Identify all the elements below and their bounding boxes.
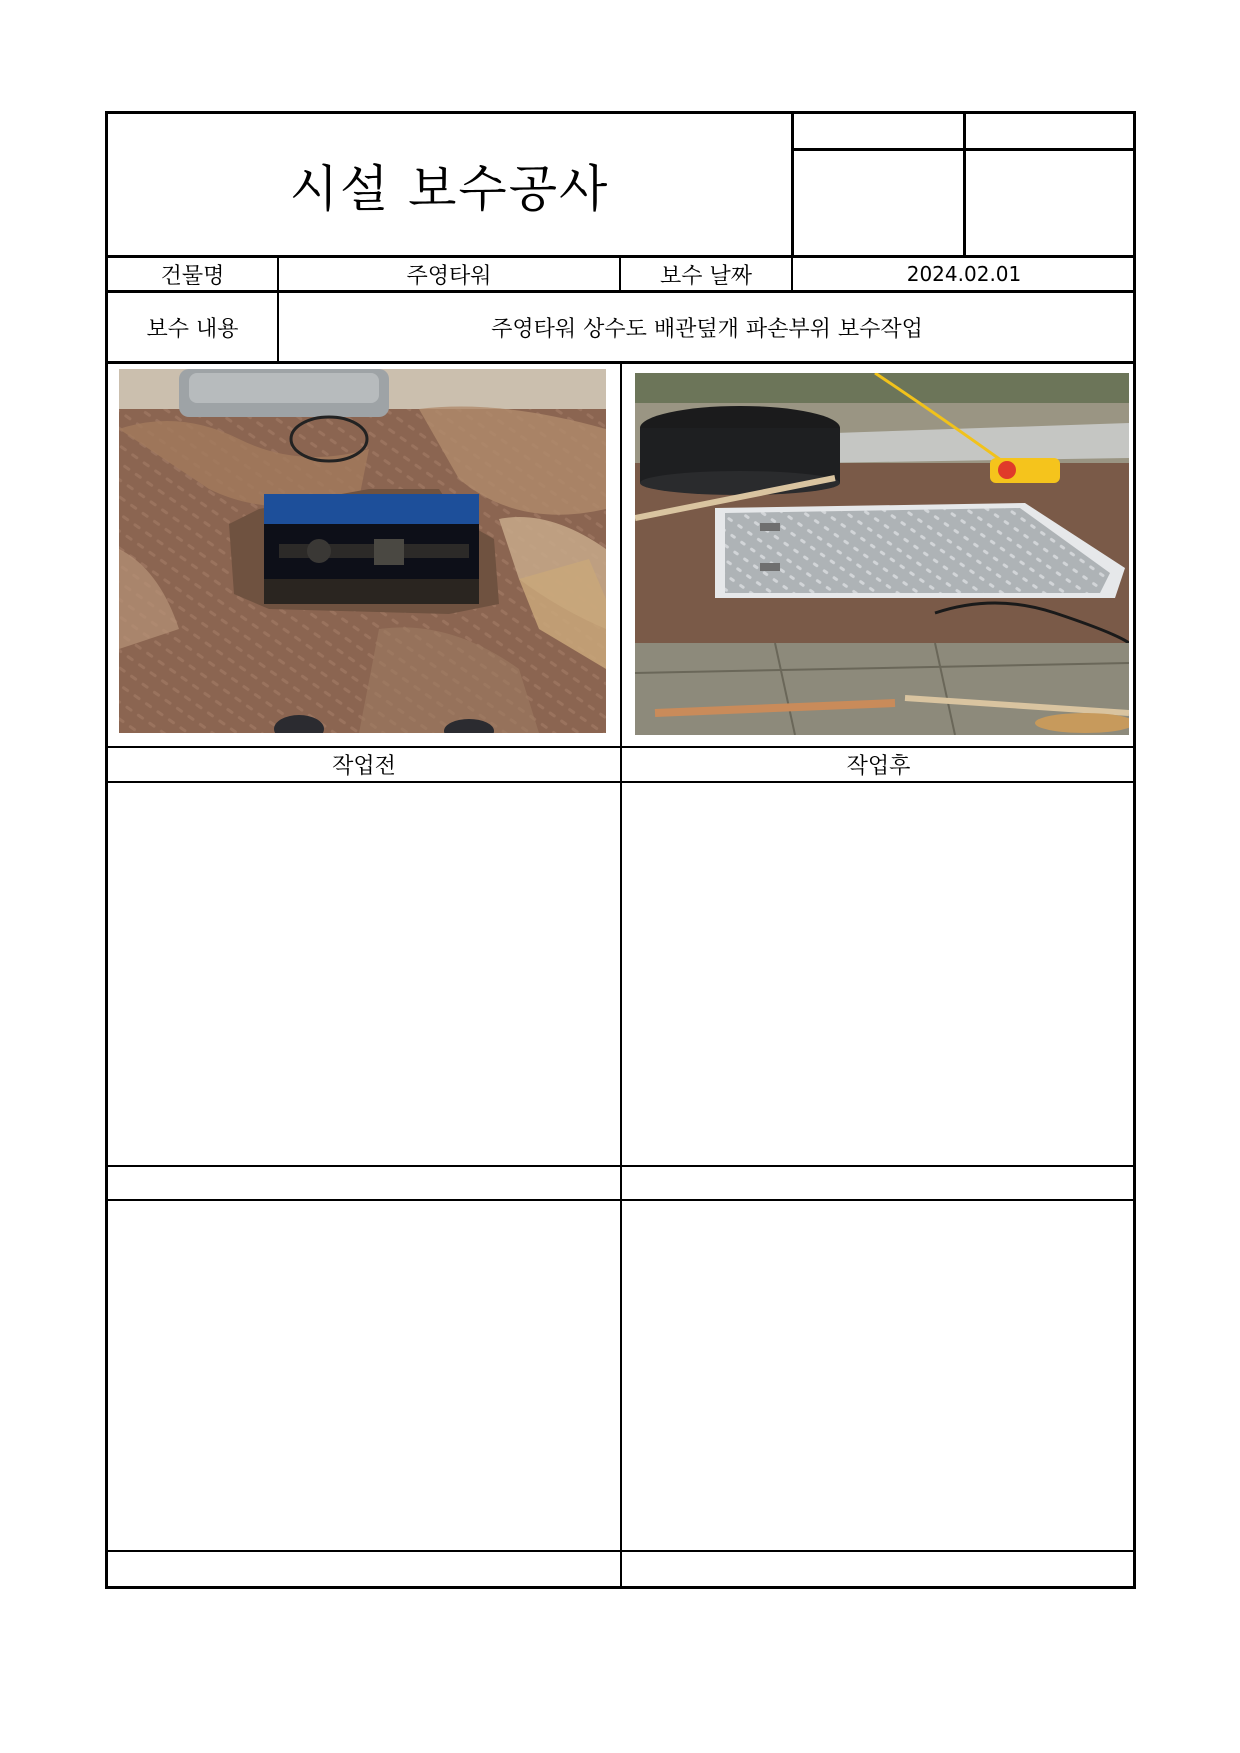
photo-slot-empty <box>622 783 1135 1165</box>
before-photo <box>119 369 606 733</box>
page-title: 시설 보수공사 <box>289 159 610 218</box>
building-label: 건물명 <box>160 263 225 289</box>
photo-caption-empty <box>622 1552 1135 1586</box>
photo-caption-empty <box>622 1167 1135 1199</box>
approval-header-cell <box>794 114 963 148</box>
date-label: 보수 날짜 <box>659 263 752 289</box>
photo-slot-empty <box>108 783 620 1165</box>
building-value: 주영타워 <box>406 263 492 289</box>
after-caption: 작업후 <box>846 754 911 779</box>
approval-header-cell <box>966 114 1135 148</box>
photo-caption-empty <box>108 1167 620 1199</box>
approval-sign-cell <box>966 151 1135 255</box>
before-caption: 작업전 <box>332 754 396 779</box>
after-photo <box>635 373 1129 735</box>
content-value: 주영타워 상수도 배관덮개 파손부위 보수작업 <box>491 316 923 342</box>
content-label: 보수 내용 <box>146 316 239 342</box>
photo-slot-empty <box>108 1201 620 1550</box>
photo-slot-empty <box>622 1201 1135 1550</box>
photo-caption-empty <box>108 1552 620 1586</box>
approval-sign-cell <box>794 151 963 255</box>
date-value: 2024.02.01 <box>906 262 1022 286</box>
